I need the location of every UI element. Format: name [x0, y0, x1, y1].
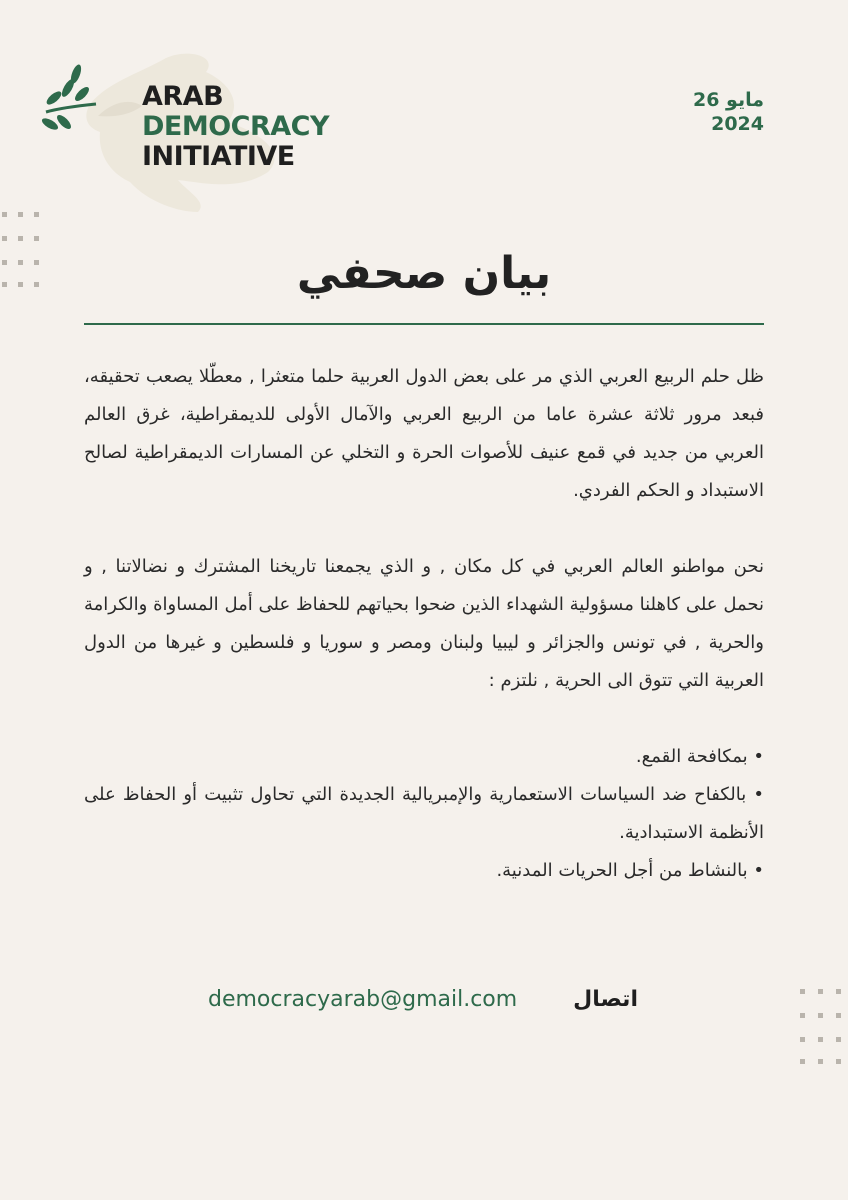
- logo-line-democracy: DEMOCRACY: [142, 111, 330, 142]
- contact-section: [208, 985, 648, 1025]
- statement-body: [84, 358, 764, 890]
- decorative-dots-icon: [798, 985, 848, 1065]
- contact-email-link[interactable]: democracyarab@gmail.com: [208, 987, 518, 1012]
- date: [693, 88, 764, 136]
- list-item: • بالنشاط من أجل الحريات المدنية.: [84, 852, 764, 890]
- list-item: • بمكافحة القمع.: [84, 738, 764, 776]
- paragraph-commitment-intro: نحن مواطنو العالم العربي في كل مكان , و الذي يجمعنا تاريخنا المشترك و نضالاتنا , و نحمل على كاهلنا مسؤولية الشهداء الذين ضحوا بحياتهم للحفاظ على أمل المساواة والكرامة والحرية , في تونس والجزائر و ليبيا ولبنان ومصر و سوريا و فلسطين و غيرها من الدول العربية التي تتوق الى الحرية , نلتزم :: [84, 556, 764, 691]
- logo-line-initiative: INITIATIVE: [142, 141, 295, 172]
- logo-line-arab: ARAB: [142, 81, 224, 112]
- logo: [38, 52, 338, 222]
- logo-wordmark: [142, 82, 329, 172]
- commitments-list: [84, 738, 764, 890]
- title-divider: [84, 323, 764, 325]
- list-item: • بالكفاح ضد السياسات الاستعمارية والإمبريالية الجديدة التي تحاول تثبيت أو الحفاظ على الأنظمة الاستبدادية.: [84, 776, 764, 852]
- page-title: بيان صحفي: [296, 248, 552, 299]
- paragraph-intro: ظل حلم الربيع العربي الذي مر على بعض الدول العربية حلما متعثرا , معطّلا يصعب تحقيقه، فبعد مرور ثلاثة عشرة عاما من الربيع العربي والآمال الأولى للديمقراطية، غرق العالم العربي من جديد في قمع عنيف للأصوات الحرة و التخلي عن المسارات الديمقراطية لصالح الاستبداد و الحكم الفردي.: [84, 366, 764, 501]
- date-day-month: مايو 26: [692, 89, 764, 111]
- contact-label: اتصال: [573, 987, 638, 1012]
- date-year: 2024: [711, 113, 764, 135]
